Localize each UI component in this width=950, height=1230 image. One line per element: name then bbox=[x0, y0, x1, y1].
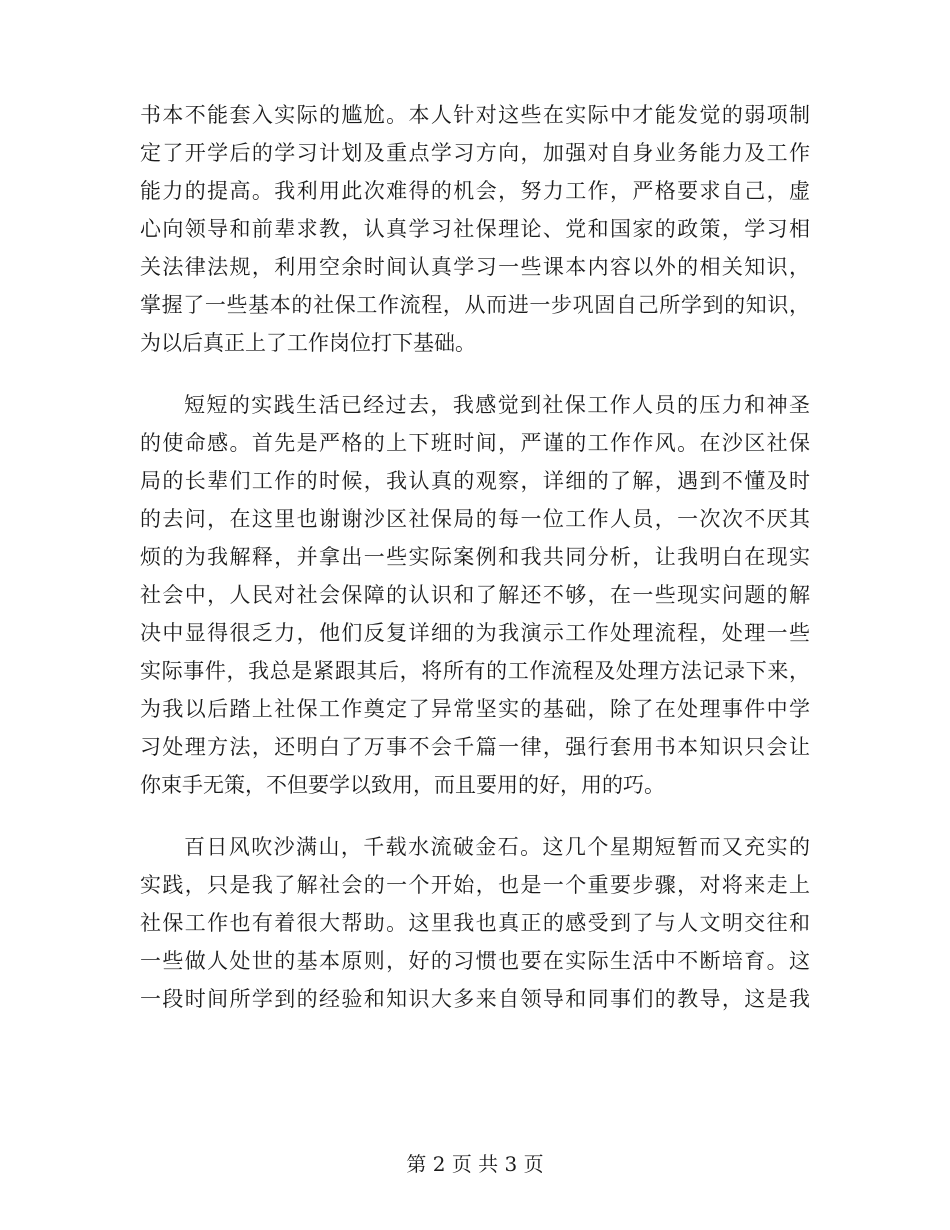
paragraph-gap bbox=[140, 804, 810, 828]
page-number-footer: 第 2 页 共 3 页 bbox=[406, 1152, 544, 1176]
text-line: 的使命感。首先是严格的上下班时间，严谨的工作作风。在沙区社保 bbox=[140, 431, 810, 455]
text-line: 社保工作也有着很大帮助。这里我也真正的感受到了与人文明交往和 bbox=[140, 911, 810, 935]
text-line: 百日风吹沙满山，千载水流破金石。这几个星期短暂而又充实的 bbox=[184, 835, 810, 859]
text-line: 决中显得很乏力，他们反复详细的为我演示工作处理流程，处理一些 bbox=[140, 621, 810, 645]
document-body bbox=[140, 96, 810, 1018]
text-line: 习处理方法，还明白了万事不会千篇一律，强行套用书本知识只会让 bbox=[140, 735, 810, 759]
text-line: 书本不能套入实际的尴尬。本人针对这些在实际中才能发觉的弱项制 bbox=[140, 103, 810, 127]
text-line: 掌握了一些基本的社保工作流程，从而进一步巩固自己所学到的知识， bbox=[140, 293, 810, 317]
text-line: 的去问，在这里也谢谢沙区社保局的每一位工作人员，一次次不厌其 bbox=[140, 507, 810, 531]
text-line: 为我以后踏上社保工作奠定了异常坚实的基础，除了在处理事件中学 bbox=[140, 697, 810, 721]
text-line: 定了开学后的学习计划及重点学习方向，加强对自身业务能力及工作 bbox=[140, 141, 810, 165]
text-line: 实际事件，我总是紧跟其后，将所有的工作流程及处理方法记录下来， bbox=[140, 659, 810, 683]
text-line: 一段时间所学到的经验和知识大多来自领导和同事们的教导，这是我 bbox=[140, 987, 810, 1011]
paragraph-1 bbox=[140, 96, 810, 362]
text-line: 一些做人处世的基本原则，好的习惯也要在实际生活中不断培育。这 bbox=[140, 949, 810, 973]
text-line: 短短的实践生活已经过去，我感觉到社保工作人员的压力和神圣 bbox=[184, 393, 810, 417]
text-line: 实践，只是我了解社会的一个开始，也是一个重要步骤，对将来走上 bbox=[140, 873, 810, 897]
paragraph-gap bbox=[140, 362, 810, 386]
paragraph-3 bbox=[140, 828, 810, 1018]
text-line: 为以后真正上了工作岗位打下基础。 bbox=[140, 331, 476, 355]
text-line: 烦的为我解释，并拿出一些实际案例和我共同分析，让我明白在现实 bbox=[140, 545, 810, 569]
text-line: 社会中，人民对社会保障的认识和了解还不够，在一些现实问题的解 bbox=[140, 583, 810, 607]
text-line: 关法律法规，利用空余时间认真学习一些课本内容以外的相关知识， bbox=[140, 255, 810, 279]
text-line: 能力的提高。我利用此次难得的机会，努力工作，严格要求自己，虚 bbox=[140, 179, 810, 203]
text-line: 你束手无策，不但要学以致用，而且要用的好，用的巧。 bbox=[140, 773, 665, 797]
text-line: 局的长辈们工作的时候，我认真的观察，详细的了解，遇到不懂及时 bbox=[140, 469, 810, 493]
paragraph-2 bbox=[140, 386, 810, 804]
text-line: 心向领导和前辈求教，认真学习社保理论、党和国家的政策，学习相 bbox=[140, 217, 810, 241]
